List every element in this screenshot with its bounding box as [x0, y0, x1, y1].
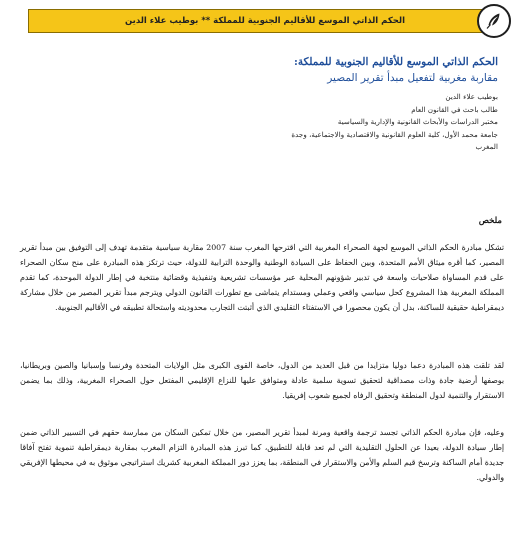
running-title: الحكم الذاتي الموسع للأقاليم الجنوبية للمملكة ** بوطيب علاء الدين	[124, 16, 406, 26]
summary-paragraph-3: وعليه، فإن مبادرة الحكم الذاتي تجسد ترجمة واقعية ومرنة لمبدأ تقرير المصير، من خلال تمكين السكان من ممارسة حقهم في التسيير الذاتي ضمن إطار سيادة الدولة، بعيدا عن الحلول التقليدية التي لم تعد قابلة للتطبيق، كما تبرز هذه المبادرة التزام المغرب بمقاربة ديمقراطية تنموية تفتح آفاقا جديدة أمام الساكنة وترسخ قيم السلم والأمن والاستقرار في المنطقة، بما يعزز دور المملكة المغربية كشريك استراتيجي موثوق به في محيطها الإفريقي والدولي.	[20, 428, 504, 482]
author-name: بوطيب علاء الدين	[445, 92, 498, 101]
article-subtitle: مقاربة مغربية لتفعيل مبدأ تقرير المصير	[327, 72, 498, 84]
author-university: جامعة محمد الأول، كلية العلوم القانونية والاقتصادية والاجتماعية، وجدة	[291, 129, 498, 139]
author-country: المغرب	[475, 142, 498, 151]
quill-icon	[477, 4, 511, 38]
article-title: الحكم الذاتي الموسع للأقاليم الجنوبية للمملكة:	[293, 56, 498, 68]
summary-paragraph-1: تشكل مبادرة الحكم الذاتي الموسع لجهة الصحراء المغربية التي اقترحها المغرب سنة 2007 مقاربة سياسية متقدمة تهدف إلى التوفيق بين مبدأ تقرير المصير، كما أقره ميثاق الأمم المتحدة، وبين الحفاظ على السيادة الوطنية والوحدة الترابية للدولة، حيث ترتكز هذه المبادرة على منح سكان الصحراء على قدم المساواة صلاحيات واسعة في تدبير شؤونهم المحلية عبر مؤسسات تشريعية وتنفيذية وقضائية منتخبة في إطار الدولة الموحدة، كما تقدم المملكة المغربية هذا المشروع كحل سياسي واقعي وعملي ومستدام يتماشى مع تطورات القانون الدولي ويترجم مبدأ تقرير المصير من خلال مشاركة ديمقراطية حقيقية للساكنة، بدل أن يكون محصورا في الاستفتاء التقليدي الذي أثبتت التجارب محدوديته واستحالة تطبيقه في الأقاليم الجنوبية.	[20, 243, 504, 312]
author-lab: مختبر الدراسات والأبحاث القانونية والإدارية والسياسية	[337, 117, 498, 126]
summary-heading: ملخص	[478, 216, 502, 226]
running-header	[28, 9, 502, 33]
article-title-block	[198, 54, 498, 154]
summary-paragraph-2: لقد تلقت هذه المبادرة دعما دوليا متزايدا من قبل العديد من الدول، خاصة القوى الكبرى مثل الولايات المتحدة وفرنسا وإسبانيا والصين وبريطانيا، بوصفها أرضية جادة وذات مصداقية لتحقيق تسوية سلمية عادلة ومتوافق عليها للنزاع الإقليمي المفتعل حول الصحراء المغربية، وذلك بما يضمن الاستقرار والتنمية لدول المنطقة وتحقيق الرفاه لجميع شعوب إفريقيا.	[20, 361, 504, 400]
author-role: طالب باحث في القانون العام	[411, 104, 498, 114]
